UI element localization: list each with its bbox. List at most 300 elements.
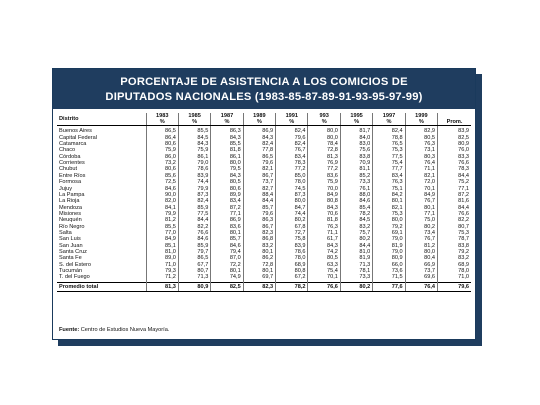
- district-name: Río Negro: [59, 223, 85, 230]
- value-cell: 72,5: [146, 179, 178, 185]
- value-cell: 78,0: [276, 255, 308, 261]
- value-cell: 80,2: [340, 282, 372, 291]
- value-cell: 76,6: [438, 211, 471, 217]
- header-percent: %: [418, 119, 424, 126]
- value-cell: 86,9: [243, 126, 275, 135]
- table-row: [57, 274, 471, 282]
- value-cell: 86,8: [243, 236, 275, 242]
- value-cell: 66,0: [373, 262, 405, 268]
- value-cell: 76,3: [308, 224, 340, 230]
- header-year-label: 1989: [253, 113, 266, 119]
- value-cell: 80,5: [308, 255, 340, 261]
- value-cell: 83,2: [243, 243, 275, 249]
- value-cell: 68,9: [276, 262, 308, 268]
- value-cell: 69,6: [405, 274, 437, 282]
- value-cell: 89,9: [211, 192, 243, 198]
- value-cell: 80,2: [276, 217, 308, 223]
- value-cell: 75,9: [308, 179, 340, 185]
- value-cell: 71,5: [373, 274, 405, 282]
- value-cell: 83,2: [438, 255, 471, 261]
- value-cell: 81,1: [340, 166, 372, 172]
- source-label: Fuente:: [59, 327, 80, 333]
- value-cell: 79,0: [178, 160, 210, 166]
- total-row: [57, 282, 471, 291]
- value-cell: 76,3: [405, 141, 437, 147]
- value-cell: 84,9: [146, 236, 178, 242]
- value-cell: 70,0: [308, 186, 340, 192]
- value-cell: 82,0: [146, 198, 178, 204]
- value-cell: 86,9: [211, 217, 243, 223]
- value-cell: 81,2: [405, 243, 437, 249]
- value-cell: 69,7: [243, 274, 275, 282]
- value-cell: 78,3: [438, 166, 471, 172]
- value-cell: 82,4: [178, 198, 210, 204]
- value-cell: 71,3: [340, 262, 372, 268]
- value-cell: 86,5: [146, 126, 178, 135]
- value-cell: 83,8: [340, 154, 372, 160]
- value-cell: 76,6: [438, 160, 471, 166]
- value-cell: 82,4: [243, 141, 275, 147]
- value-cell: 76,1: [340, 186, 372, 192]
- value-cell: 86,2: [243, 255, 275, 261]
- value-cell: 84,4: [243, 198, 275, 204]
- district-name: Chubut: [59, 166, 78, 173]
- value-cell: 77,1: [405, 211, 437, 217]
- value-cell: 81,6: [438, 198, 471, 204]
- value-cell: 80,8: [276, 268, 308, 274]
- value-cell: 76,3: [373, 179, 405, 185]
- header-year-label: 1997: [382, 113, 396, 119]
- value-cell: 75,6: [340, 147, 372, 153]
- header-year-label: 1987: [220, 113, 234, 119]
- value-cell: 80,0: [276, 198, 308, 204]
- value-cell: 79,0: [373, 249, 405, 255]
- value-cell: 71,3: [178, 274, 210, 282]
- district-name: Jujuy: [59, 185, 73, 192]
- value-cell: 71,0: [146, 262, 178, 268]
- value-cell: 80,1: [243, 268, 275, 274]
- district-name: Corrientes: [59, 160, 85, 167]
- value-cell: 81,9: [340, 255, 372, 261]
- value-cell: 72,8: [243, 262, 275, 268]
- value-cell: 82,2: [178, 224, 210, 230]
- value-cell: 70,1: [308, 274, 340, 282]
- value-cell: 75,3: [373, 211, 405, 217]
- value-cell: 75,3: [438, 230, 471, 236]
- value-cell: 86,4: [146, 135, 178, 141]
- value-cell: 86,5: [243, 154, 275, 160]
- value-cell: 73,6: [373, 268, 405, 274]
- value-cell: 67,8: [276, 224, 308, 230]
- header-percent: %: [289, 119, 295, 126]
- value-cell: 81,9: [373, 243, 405, 249]
- value-cell: 75,4: [373, 160, 405, 166]
- value-cell: 79,3: [146, 268, 178, 274]
- value-cell: 83,4: [373, 173, 405, 179]
- value-cell: 77,1: [211, 211, 243, 217]
- value-cell: 85,5: [178, 126, 210, 135]
- value-cell: 70,6: [308, 211, 340, 217]
- value-cell: 80,5: [211, 179, 243, 185]
- value-cell: 84,3: [308, 243, 340, 249]
- value-cell: 87,2: [438, 192, 471, 198]
- value-cell: 77,5: [373, 154, 405, 160]
- value-cell: 90,0: [146, 192, 178, 198]
- value-cell: 82,1: [373, 205, 405, 211]
- value-cell: 78,2: [340, 211, 372, 217]
- value-cell: 71,0: [438, 274, 471, 282]
- district-name: Misiones: [59, 210, 82, 217]
- value-cell: 84,3: [308, 205, 340, 211]
- district-name: La Rioja: [59, 198, 80, 205]
- title-line-2: DIPUTADOS NACIONALES (1983-85-87-89-91-93-95-97-99): [105, 90, 423, 103]
- value-cell: 78,2: [276, 282, 308, 291]
- value-cell: 75,4: [308, 268, 340, 274]
- header-percent: %: [386, 119, 392, 126]
- header-year: [405, 113, 437, 126]
- district-name: Mendoza: [59, 204, 83, 211]
- value-cell: 68,9: [438, 262, 471, 268]
- value-cell: 81,7: [340, 126, 372, 135]
- value-cell: 83,9: [276, 243, 308, 249]
- value-cell: 80,0: [308, 135, 340, 141]
- header-distrito: Distrito: [57, 113, 146, 126]
- value-cell: 84,3: [211, 135, 243, 141]
- value-cell: 82,5: [438, 135, 471, 141]
- value-cell: 77,2: [308, 166, 340, 172]
- value-cell: 84,5: [178, 135, 210, 141]
- value-cell: 80,7: [178, 268, 210, 274]
- source-text: Centro de Estudios Nueva Mayoría.: [80, 327, 170, 333]
- district-name: Santa Fe: [59, 255, 82, 262]
- value-cell: 84,6: [340, 198, 372, 204]
- header-year-label: 1995: [350, 113, 363, 119]
- value-cell: 70,1: [405, 186, 437, 192]
- district-name: Santa Cruz: [59, 248, 87, 255]
- value-cell: 73,7: [405, 268, 437, 274]
- value-cell: 84,4: [340, 243, 372, 249]
- value-cell: 79,6: [243, 211, 275, 217]
- value-cell: 82,1: [243, 166, 275, 172]
- header-year-label: 1991: [285, 113, 299, 119]
- value-cell: 79,9: [146, 211, 178, 217]
- district-name: Tucumán: [59, 267, 83, 274]
- value-cell: 86,3: [243, 217, 275, 223]
- value-cell: 78,4: [308, 141, 340, 147]
- value-cell: 73,3: [340, 179, 372, 185]
- value-cell: 80,1: [211, 230, 243, 236]
- value-cell: 71,1: [405, 166, 437, 172]
- header-year: [340, 113, 372, 126]
- value-cell: 74,2: [308, 249, 340, 255]
- value-cell: 84,4: [438, 173, 471, 179]
- value-cell: 84,6: [211, 243, 243, 249]
- value-cell: 84,6: [178, 236, 210, 242]
- source-note: [59, 327, 169, 333]
- value-cell: 83,4: [276, 154, 308, 160]
- value-cell: 76,0: [438, 147, 471, 153]
- value-cell: 79,4: [211, 249, 243, 255]
- district-name: Salta: [59, 229, 72, 236]
- value-cell: 80,9: [373, 255, 405, 261]
- value-cell: 79,2: [373, 224, 405, 230]
- value-cell: 78,0: [438, 268, 471, 274]
- value-cell: 77,2: [276, 166, 308, 172]
- value-cell: 83,3: [438, 154, 471, 160]
- value-cell: 78,8: [373, 135, 405, 141]
- value-cell: 78,1: [340, 268, 372, 274]
- value-cell: 80,6: [211, 186, 243, 192]
- header-year: [373, 113, 405, 126]
- value-cell: 80,9: [178, 282, 210, 291]
- value-cell: 66,9: [405, 262, 437, 268]
- title-line-1: PORCENTAJE DE ASISTENCIA A LOS COMICIOS DE: [120, 76, 408, 88]
- district-name: La Pampa: [59, 191, 85, 198]
- value-cell: 81,2: [146, 217, 178, 223]
- value-cell: 77,7: [373, 166, 405, 172]
- value-cell: 79,9: [178, 186, 210, 192]
- value-cell: 84,7: [276, 205, 308, 211]
- value-cell: 80,1: [243, 249, 275, 255]
- value-cell: 75,7: [340, 230, 372, 236]
- value-cell: 84,3: [178, 141, 210, 147]
- value-cell: 75,0: [405, 217, 437, 223]
- district-name: Formosa: [59, 179, 82, 186]
- value-cell: 80,4: [405, 255, 437, 261]
- value-cell: 80,0: [308, 126, 340, 135]
- value-cell: 81,0: [146, 249, 178, 255]
- value-cell: 81,3: [308, 154, 340, 160]
- value-cell: 80,2: [340, 236, 372, 242]
- value-cell: 80,8: [308, 198, 340, 204]
- value-cell: 83,2: [340, 224, 372, 230]
- value-cell: 73,1: [405, 147, 437, 153]
- value-cell: 76,4: [405, 282, 437, 291]
- value-cell: 75,1: [373, 186, 405, 192]
- value-cell: 86,7: [243, 224, 275, 230]
- district-name: Córdoba: [59, 153, 81, 160]
- value-cell: 85,7: [211, 236, 243, 242]
- value-cell: 83,6: [308, 173, 340, 179]
- value-cell: 76,6: [178, 230, 210, 236]
- value-cell: 80,2: [405, 224, 437, 230]
- value-cell: 77,5: [178, 211, 210, 217]
- value-cell: 79,6: [276, 135, 308, 141]
- value-cell: 73,2: [146, 160, 178, 166]
- value-cell: 76,4: [405, 160, 437, 166]
- value-cell: 84,1: [146, 205, 178, 211]
- value-cell: 78,6: [276, 249, 308, 255]
- value-cell: 86,5: [178, 255, 210, 261]
- value-cell: 67,2: [276, 274, 308, 282]
- value-cell: 85,2: [340, 173, 372, 179]
- value-cell: 71,2: [146, 274, 178, 282]
- value-cell: 85,7: [243, 205, 275, 211]
- value-cell: 85,0: [276, 173, 308, 179]
- header-year: [276, 113, 308, 126]
- value-cell: 80,0: [373, 217, 405, 223]
- header-year: [178, 113, 210, 126]
- district-name: Capital Federal: [59, 134, 97, 141]
- header-year: [211, 113, 243, 126]
- district-name: Chaco: [59, 147, 76, 154]
- value-cell: 84,6: [146, 186, 178, 192]
- value-cell: 80,5: [405, 135, 437, 141]
- value-cell: 76,7: [405, 198, 437, 204]
- value-cell: 77,0: [146, 230, 178, 236]
- value-cell: 84,4: [438, 205, 471, 211]
- value-cell: 84,0: [340, 135, 372, 141]
- value-cell: 75,3: [373, 147, 405, 153]
- value-cell: 82,4: [373, 126, 405, 135]
- value-cell: 74,4: [178, 179, 210, 185]
- value-cell: 82,3: [243, 230, 275, 236]
- header-year-label: 1985: [188, 113, 201, 119]
- value-cell: 86,3: [211, 126, 243, 135]
- district-name: Neuquén: [59, 217, 82, 224]
- value-cell: 70,9: [340, 160, 372, 166]
- value-cell: 76,7: [276, 147, 308, 153]
- district-name: Catamarca: [59, 141, 87, 148]
- value-cell: 80,3: [405, 154, 437, 160]
- value-cell: 73,3: [340, 274, 372, 282]
- value-cell: 82,9: [405, 126, 437, 135]
- value-cell: 81,8: [308, 217, 340, 223]
- value-cell: 79,6: [438, 282, 471, 291]
- value-cell: 78,3: [276, 160, 308, 166]
- value-cell: 82,5: [211, 282, 243, 291]
- header-year-label: 1999: [415, 113, 428, 119]
- table-panel: [52, 68, 476, 340]
- value-cell: 77,8: [243, 147, 275, 153]
- value-cell: 89,0: [146, 255, 178, 261]
- value-cell: 74,4: [276, 211, 308, 217]
- attendance-table: [57, 113, 471, 292]
- district-name: San Luis: [59, 236, 81, 243]
- header-prom: Prom.: [438, 113, 471, 126]
- value-cell: 85,9: [178, 243, 210, 249]
- header-year: [243, 113, 275, 126]
- value-cell: 80,9: [438, 141, 471, 147]
- value-cell: 78,6: [178, 166, 210, 172]
- district-name: S. del Estero: [59, 261, 92, 268]
- header-year: [146, 113, 178, 126]
- value-cell: 86,7: [243, 173, 275, 179]
- value-cell: 75,2: [438, 179, 471, 185]
- value-cell: 82,7: [243, 186, 275, 192]
- value-cell: 83,4: [211, 198, 243, 204]
- value-cell: 85,4: [340, 205, 372, 211]
- value-cell: 75,9: [146, 147, 178, 153]
- value-cell: 84,2: [373, 192, 405, 198]
- value-cell: 87,0: [211, 255, 243, 261]
- value-cell: 76,9: [308, 160, 340, 166]
- value-cell: 80,0: [405, 249, 437, 255]
- value-cell: 82,4: [276, 126, 308, 135]
- header-percent: %: [224, 119, 230, 126]
- value-cell: 73,4: [405, 230, 437, 236]
- value-cell: 77,1: [438, 186, 471, 192]
- value-cell: 69,1: [373, 230, 405, 236]
- value-cell: 71,1: [308, 230, 340, 236]
- table-body: [57, 126, 471, 292]
- table-title: [53, 69, 475, 109]
- value-cell: 82,3: [243, 282, 275, 291]
- value-cell: 74,5: [276, 186, 308, 192]
- value-cell: 79,0: [373, 236, 405, 242]
- value-cell: 80,7: [438, 224, 471, 230]
- value-cell: 76,7: [405, 236, 437, 242]
- header-percent: %: [354, 119, 360, 126]
- value-cell: 84,5: [340, 217, 372, 223]
- header-row: [57, 113, 471, 126]
- value-cell: 87,2: [211, 205, 243, 211]
- value-cell: 85,1: [146, 243, 178, 249]
- value-cell: 75,8: [276, 236, 308, 242]
- value-cell: 87,3: [276, 192, 308, 198]
- district-name: Promedio total: [57, 282, 146, 291]
- value-cell: 82,4: [276, 141, 308, 147]
- district-name: Entre Ríos: [59, 172, 86, 179]
- value-cell: 88,4: [243, 192, 275, 198]
- value-cell: 88,0: [340, 192, 372, 198]
- value-cell: 79,5: [211, 166, 243, 172]
- header-percent: %: [321, 119, 327, 126]
- value-cell: 83,8: [438, 243, 471, 249]
- value-cell: 84,3: [243, 135, 275, 141]
- value-cell: 84,9: [308, 192, 340, 198]
- value-cell: 80,0: [211, 160, 243, 166]
- value-cell: 86,1: [178, 154, 210, 160]
- value-cell: 85,9: [178, 205, 210, 211]
- value-cell: 67,7: [178, 262, 210, 268]
- value-cell: 84,9: [405, 192, 437, 198]
- value-cell: 78,7: [438, 236, 471, 242]
- value-cell: 72,8: [308, 147, 340, 153]
- value-cell: 85,6: [146, 173, 178, 179]
- header-percent: %: [192, 119, 198, 126]
- value-cell: 85,5: [211, 141, 243, 147]
- value-cell: 83,9: [438, 126, 471, 135]
- header-year: [308, 113, 340, 126]
- value-cell: 82,1: [405, 173, 437, 179]
- value-cell: 76,5: [373, 141, 405, 147]
- value-cell: 72,7: [276, 230, 308, 236]
- value-cell: 76,6: [308, 282, 340, 291]
- value-cell: 80,1: [211, 268, 243, 274]
- value-cell: 80,1: [373, 198, 405, 204]
- district-name: San Juan: [59, 242, 83, 249]
- value-cell: 84,4: [178, 217, 210, 223]
- value-cell: 73,7: [243, 179, 275, 185]
- district-name: Buenos Aires: [59, 128, 92, 135]
- value-cell: 83,6: [211, 224, 243, 230]
- value-cell: 80,6: [146, 166, 178, 172]
- value-cell: 80,1: [405, 205, 437, 211]
- value-cell: 80,6: [146, 141, 178, 147]
- value-cell: 87,3: [178, 192, 210, 198]
- value-cell: 77,6: [373, 282, 405, 291]
- value-cell: 75,9: [178, 147, 210, 153]
- header-year-label: 1983: [156, 113, 169, 119]
- value-cell: 81,3: [146, 282, 178, 291]
- value-cell: 79,2: [438, 249, 471, 255]
- value-cell: 74,9: [211, 274, 243, 282]
- value-cell: 72,0: [405, 179, 437, 185]
- table-row: [57, 126, 471, 135]
- value-cell: 83,0: [340, 141, 372, 147]
- value-cell: 72,2: [211, 262, 243, 268]
